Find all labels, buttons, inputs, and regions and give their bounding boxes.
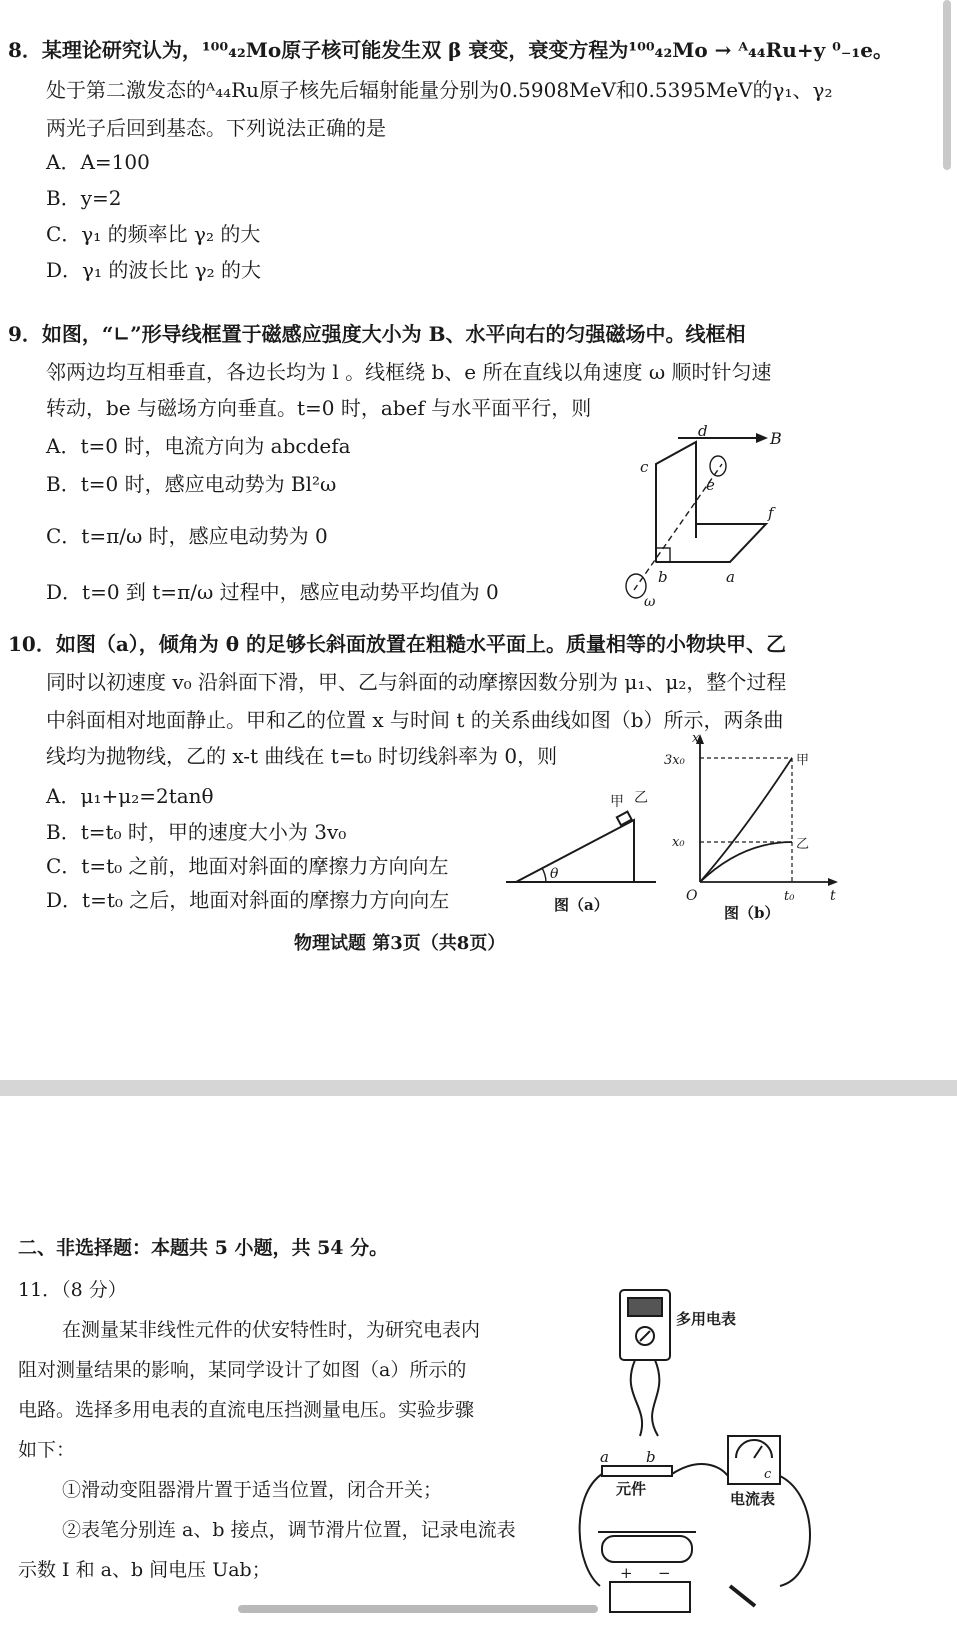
q11-step-1: ①滑动变阻器滑片置于适当位置，闭合开关；: [62, 1479, 443, 1501]
q8-stem-line2: 处于第二激发态的ᴬ₄₄Ru原子核先后辐射能量分别为0.5908MeV和0.5395MeV的γ₁、γ₂: [46, 78, 833, 102]
label-3x0: 3x₀: [664, 753, 685, 768]
label-B: B: [770, 429, 782, 448]
label-yi: 乙: [634, 790, 648, 806]
q11-step-2-cont: 示数 I 和 a、b 间电压 Uab；: [18, 1559, 271, 1581]
q9-option-b: B．t=0 时，感应电动势为 Bl²ω: [46, 472, 337, 496]
q10-figure-a-incline: [506, 790, 656, 920]
q10-stem-line1: 10．如图（a），倾角为 θ 的足够长斜面放置在粗糙水平面上。质量相等的小物块甲、乙: [8, 632, 787, 656]
label-ammeter: 电流表: [730, 1490, 776, 1508]
frame-vertical: [656, 442, 696, 562]
label-point-a: a: [600, 1448, 609, 1466]
label-multimeter: 多用电表: [676, 1310, 737, 1328]
label-omega: ω: [644, 594, 656, 610]
label-f: f: [768, 504, 774, 522]
q11-text-line3: 电路。选择多用电表的直流电压挡测量电压。实验步骤: [18, 1399, 475, 1421]
ammeter-icon: [728, 1436, 780, 1484]
label-minus: −: [658, 1564, 671, 1582]
q11-text-line1: 在测量某非线性元件的伏安特性时，为研究电表内: [62, 1319, 481, 1341]
q10-option-b: B．t=t₀ 时，甲的速度大小为 3v₀: [46, 820, 347, 844]
q8-option-a: A．A=100: [46, 150, 150, 174]
section-heading: 二、非选择题：本题共 5 小题，共 54 分。: [18, 1237, 389, 1259]
q11-text-line4: 如下：: [18, 1439, 76, 1461]
label-jia-curve: 甲: [796, 753, 810, 768]
q8-option-b: B．y=2: [46, 186, 122, 210]
page-footer: 物理试题 第3页（共8页）: [294, 933, 506, 954]
q10-option-d: D．t=t₀ 之后，地面对斜面的摩擦力方向向左: [46, 888, 450, 912]
q9-stem-line2: 邻两边均互相垂直，各边长均为 l 。线框绕 b、e 所在直线以角速度 ω 顺时针匀速: [46, 360, 772, 384]
q10-option-a: A．μ₁+μ₂=2tanθ: [46, 784, 214, 808]
element-icon: [602, 1466, 672, 1476]
label-element: 元件: [616, 1480, 647, 1498]
q9-stem-line1: 9．如图，“∟”形导线框置于磁感应强度大小为 B、水平向右的匀强磁场中。线框相: [8, 322, 746, 346]
q9-stem-line3: 转动，be 与磁场方向垂直。t=0 时，abef 与水平面平行，则: [46, 396, 592, 420]
label-yi-curve: 乙: [796, 837, 810, 852]
q10-stem-line2: 同时以初速度 v₀ 沿斜面下滑，甲、乙与斜面的动摩擦因数分别为 μ₁、μ₂，整个过程: [46, 670, 787, 694]
figure-b-caption: 图（b）: [724, 904, 780, 922]
label-point-b: b: [646, 1448, 656, 1466]
q11-circuit-figure: [580, 1286, 850, 1616]
rheostat-icon: [602, 1536, 692, 1562]
label-x-axis: x: [692, 731, 700, 746]
q8-stem-line3: 两光子后回到基态。下列说法正确的是: [46, 116, 386, 140]
label-origin: O: [686, 888, 698, 904]
q11-step-2: ②表笔分别连 a、b 接点，调节滑片位置，记录电流表: [62, 1519, 516, 1541]
q8-option-c: C．γ₁ 的频率比 γ₂ 的大: [46, 222, 261, 246]
vertical-scrollbar[interactable]: [943, 0, 951, 170]
q11-text-line2: 阻对测量结果的影响，某同学设计了如图（a）所示的: [18, 1359, 467, 1381]
q9-option-d: D．t=0 到 t=π/ω 过程中，感应电动势平均值为 0: [46, 580, 499, 604]
label-t-axis: t: [830, 888, 836, 904]
label-plus: +: [620, 1564, 633, 1582]
q11-title: 11．（8 分）: [18, 1279, 127, 1301]
q9-option-c: C．t=π/ω 时，感应电动势为 0: [46, 524, 328, 548]
curve-yi: [700, 842, 792, 882]
q9-option-a: A．t=0 时，电流方向为 abcdefa: [46, 434, 351, 458]
label-x0: x₀: [672, 835, 685, 850]
label-t0: t₀: [784, 889, 795, 904]
label-jia: 甲: [610, 794, 624, 810]
q10-figure-b-xt-graph: [664, 731, 842, 922]
label-c: c: [640, 458, 649, 476]
page-separator: [0, 1080, 957, 1096]
q10-stem-line4: 线均为抛物线，乙的 x-t 曲线在 t=t₀ 时切线斜率为 0，则: [46, 744, 558, 768]
label-a: a: [726, 568, 735, 586]
q8-option-d: D．γ₁ 的波长比 γ₂ 的大: [46, 258, 262, 282]
arrow-head: [756, 433, 768, 443]
battery-icon: [610, 1582, 690, 1612]
q10-stem-line3: 中斜面相对地面静止。甲和乙的位置 x 与时间 t 的关系曲线如图（b）所示，两条曲: [46, 708, 784, 732]
label-theta: θ: [550, 866, 559, 882]
q10-option-c: C．t=t₀ 之前，地面对斜面的摩擦力方向向左: [46, 854, 449, 878]
frame-horizontal: [656, 524, 766, 562]
label-b: b: [658, 568, 668, 586]
label-d: d: [698, 422, 708, 440]
q8-stem-line1: 8．某理论研究认为，¹⁰⁰₄₂Mo原子核可能发生双 β 衰变，衰变方程为¹⁰⁰₄₂Mo → ᴬ₄₄Ru+y ⁰₋₁e。: [8, 38, 893, 62]
q9-wire-frame-figure: [618, 420, 818, 610]
curve-jia: [700, 758, 792, 882]
figure-a-caption: 图（a）: [554, 896, 609, 914]
label-point-c: c: [764, 1467, 772, 1482]
label-e: e: [706, 476, 715, 494]
horizontal-scrollbar[interactable]: [238, 1605, 598, 1613]
exam-page-4: [0, 1096, 957, 1627]
